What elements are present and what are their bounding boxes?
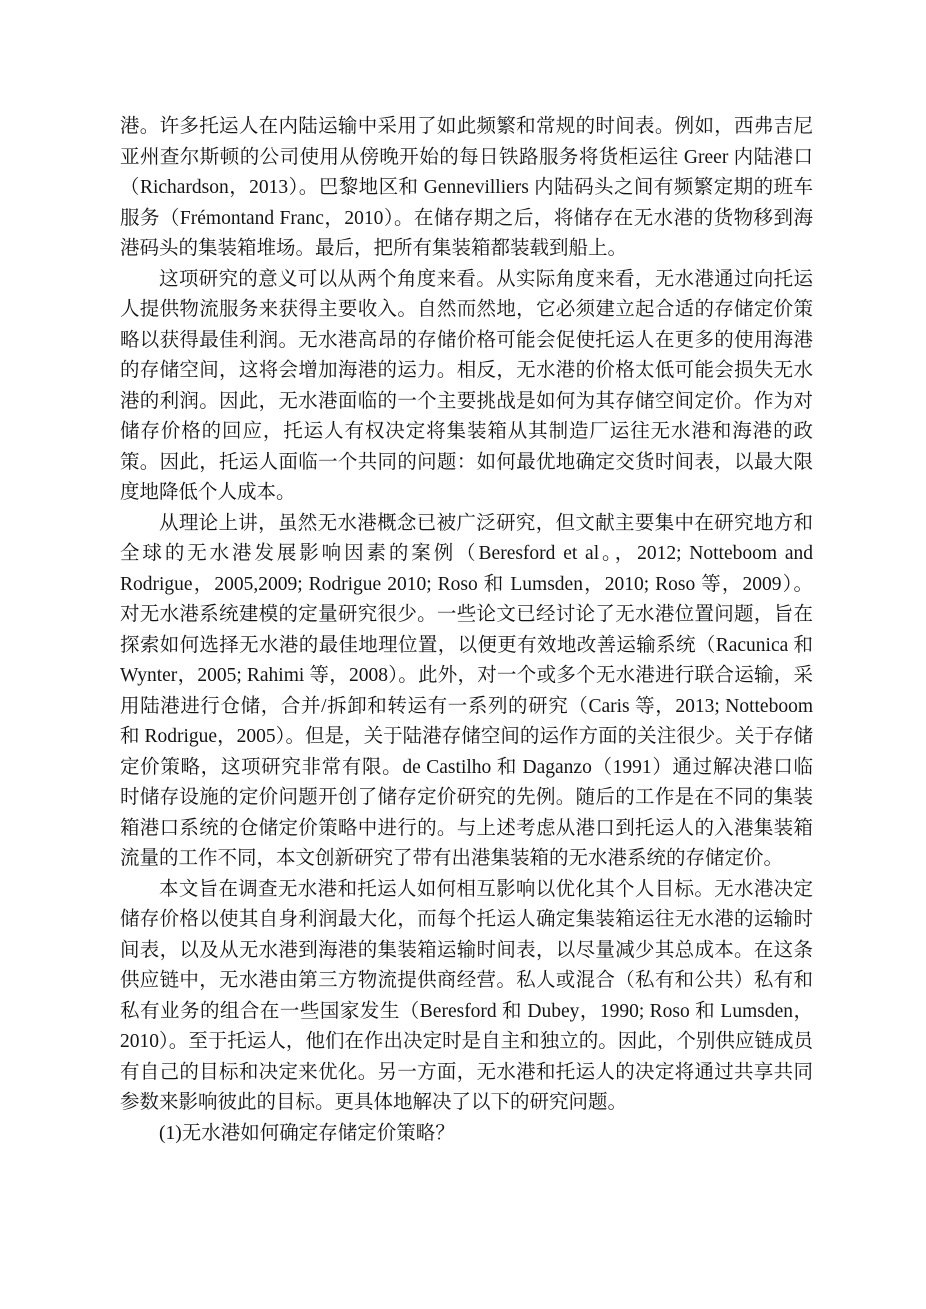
paragraph-1: 港。许多托运人在内陆运输中采用了如此频繁和常规的时间表。例如，西弗吉尼亚州查尔斯顿的公司使用从傍晚开始的每日铁路服务将货柜运往 Greer 内陆港口（Richardson，2013）。巴黎地区和 Gennevilliers 内陆码头之间有频繁定期的班车服务（Frémontand Franc，2010）。在储存期之后，将储存在无水港的货物移到海港码头的集装箱堆场。最后，把所有集装箱都装载到船上。 xyxy=(120,116,813,259)
paragraph-3: 从理论上讲，虽然无水港概念已被广泛研究，但文献主要集中在研究地方和全球的无水港发展影响因素的案例（Beresford et al。，2012; Notteboom and Rodrigue，2005,2009; Rodrigue 2010; Roso 和 Lumsden，2010; Roso 等，2009）。对无水港系统建模的定量研究很少。一些论文已经讨论了无水港位置问题，旨在探索如何选择无水港的最佳地理位置，以便更有效地改善运输系统（Racunica 和 Wynter，2005; Rahimi 等，2008）。此外，对一个或多个无水港进行联合运输，采用陆港进行仓储，合并/拆卸和转运有一系列的研究（Caris 等，2013; Notteboom 和 Rodrigue，2005）。但是，关于陆港存储空间的运作方面的关注很少。关于存储定价策略，这项研究非常有限。de Castilho 和 Daganzo（1991）通过解决港口临时储存设施的定价问题开创了储存定价研究的先例。随后的工作是在不同的集装箱港口系统的仓储定价策略中进行的。与上述考虑从港口到托运人的入港集装箱流量的工作不同，本文创新研究了带有出港集装箱的无水港系统的存储定价。 xyxy=(120,512,813,869)
paragraph-2: 这项研究的意义可以从两个角度来看。从实际角度来看，无水港通过向托运人提供物流服务来获得主要收入。自然而然地，它必须建立起合适的存储定价策略以获得最佳利润。无水港高昂的存储价格可能会促使托运人在更多的使用海港的存储空间，这将会增加海港的运力。相反，无水港的价格太低可能会损失无水港的利润。因此，无水港面临的一个主要挑战是如何为其存储空间定价。作为对储存价格的回应，托运人有权决定将集装箱从其制造厂运往无水港和海港的政策。因此，托运人面临一个共同的问题：如何最优地确定交货时间表，以最大限度地降低个人成本。 xyxy=(120,268,813,503)
research-question-1: (1)无水港如何确定存储定价策略？ xyxy=(159,1122,455,1144)
paragraph-4: 本文旨在调查无水港和托运人如何相互影响以优化其个人目标。无水港决定储存价格以使其自身利润最大化，而每个托运人确定集装箱运往无水港的运输时间表，以及从无水港到海港的集装箱运输时间表，以尽量减少其总成本。在这条供应链中，无水港由第三方物流提供商经营。私人或混合（私有和公共）私有和私有业务的组合在一些国家发生（Beresford 和 Dubey，1990; Roso 和 Lumsden，2010）。至于托运人，他们在作出决定时是自主和独立的。因此，个别供应链成员有自己的目标和决定来优化。另一方面，无水港和托运人的决定将通过共享共同参数来影响彼此的目标。更具体地解决了以下的研究问题。 xyxy=(120,878,813,1113)
document-text-body xyxy=(120,112,813,1149)
